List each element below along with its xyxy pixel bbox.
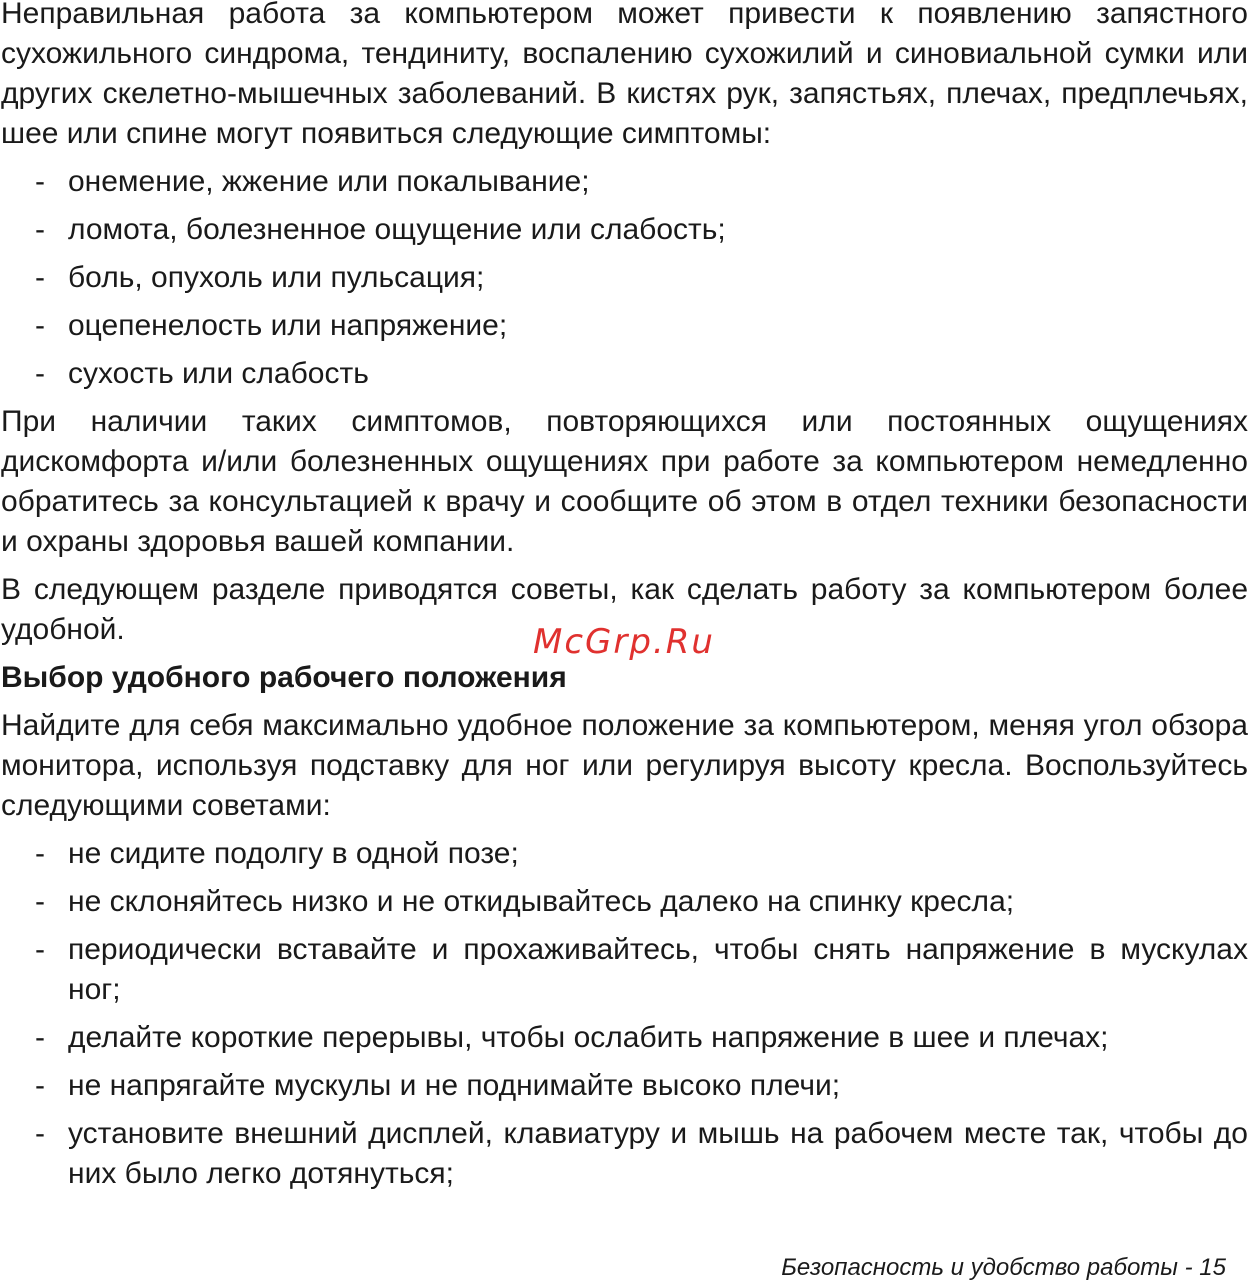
list-item-text: онемение, жжение или покалывание; <box>68 165 590 198</box>
list-item-text: боль, опухоль или пульсация; <box>68 261 485 294</box>
bullet-dash: - <box>35 213 45 246</box>
list-item <box>1 162 1248 202</box>
page-content <box>1 0 1248 1202</box>
list-item <box>1 930 1248 1010</box>
symptoms-list <box>1 162 1248 394</box>
intro-paragraph: Неправильная работа за компьютером может привести к появлению запястного сухожильного синдрома, тендиниту, воспалению сухожилий и синовиальной сумки или других скелетно-мышечных заболеваний. В кистях рук, запястьях, плечах, предплечьях, шее или спине могут появиться следующие симптомы: <box>1 0 1248 150</box>
list-item-text: делайте короткие перерывы, чтобы ослабить напряжение в шее и плечах; <box>68 1021 1109 1054</box>
list-item-text: периодически вставайте и прохаживайтесь, чтобы снять напряжение в мускулах ног; <box>68 933 1248 1006</box>
list-item <box>1 354 1248 394</box>
list-item <box>1 306 1248 346</box>
bullet-dash: - <box>35 165 45 198</box>
bullet-dash: - <box>35 309 45 342</box>
section-heading: Выбор удобного рабочего положения <box>1 661 567 694</box>
list-item-text: не склоняйтесь низко и не откидывайтесь далеко на спинку кресла; <box>68 885 1015 918</box>
list-item <box>1 834 1248 874</box>
list-item <box>1 1066 1248 1106</box>
section-intro-paragraph: Найдите для себя максимально удобное положение за компьютером, меняя угол обзора монитора, используя подставку для ног или регулируя высоту кресла. Воспользуйтесь следующими советами: <box>1 709 1248 822</box>
page-number: 15 <box>1199 1254 1226 1281</box>
list-item <box>1 1114 1248 1194</box>
bullet-dash: - <box>35 261 45 294</box>
list-item <box>1 210 1248 250</box>
advice-paragraph: При наличии таких симптомов, повторяющихся или постоянных ощущениях дискомфорта и/или болезненных ощущениях при работе за компьютером немедленно обратитесь за консультацией к врачу и сообщите об этом в отдел техники безопасности и охраны здоровья вашей компании. <box>1 405 1248 558</box>
footer-section-title: Безопасность и удобство работы - <box>781 1254 1193 1281</box>
bullet-dash: - <box>35 885 45 918</box>
bullet-dash: - <box>35 1021 45 1054</box>
list-item-text: не сидите подолгу в одной позе; <box>68 837 519 870</box>
tips-list <box>1 834 1248 1194</box>
page-footer <box>781 1254 1226 1282</box>
bullet-dash: - <box>35 1069 45 1102</box>
list-item-text: сухость или слабость <box>68 357 369 390</box>
list-item <box>1 1018 1248 1058</box>
list-item <box>1 882 1248 922</box>
next-section-paragraph: В следующем разделе приводятся советы, как сделать работу за компьютером более удобной. <box>1 573 1248 646</box>
bullet-dash: - <box>35 837 45 870</box>
bullet-dash: - <box>35 1117 45 1150</box>
list-item-text: оцепенелость или напряжение; <box>68 309 508 342</box>
bullet-dash: - <box>35 357 45 390</box>
watermark-logo: McGrp.Ru <box>533 622 715 662</box>
list-item-text: ломота, болезненное ощущение или слабость; <box>68 213 726 246</box>
bullet-dash: - <box>35 933 45 966</box>
list-item <box>1 258 1248 298</box>
list-item-text: установите внешний дисплей, клавиатуру и мышь на рабочем месте так, чтобы до них было легко дотянуться; <box>68 1117 1248 1190</box>
list-item-text: не напрягайте мускулы и не поднимайте высоко плечи; <box>68 1069 841 1102</box>
